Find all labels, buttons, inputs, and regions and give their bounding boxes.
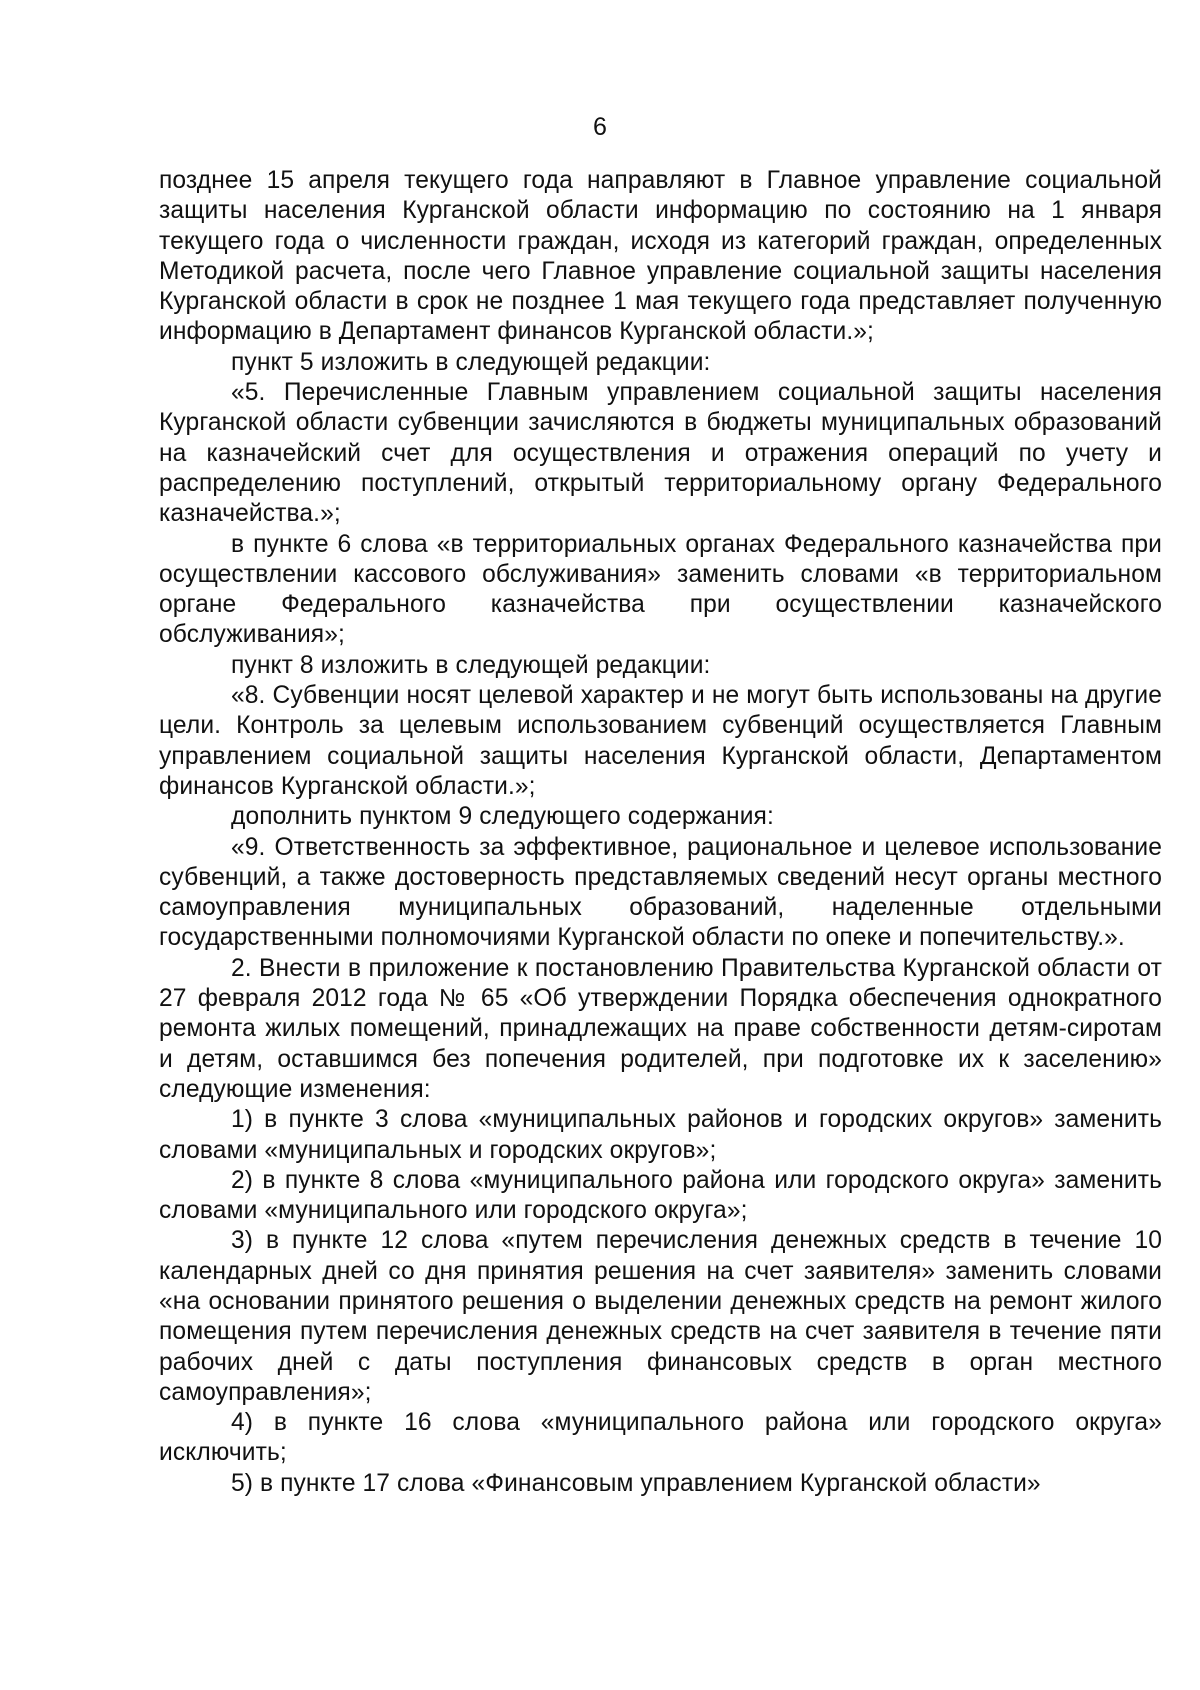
document-body <box>159 166 1162 1499</box>
paragraph-item6-amendment: в пункте 6 слова «в территориальных органах Федерального казначейства при осуществлении кассового обслуживания» заменить словами «в территориальном органе Федерального казначейства при осуществлении казначейского обслуживания»; <box>159 530 1162 649</box>
paragraph-item8-instruction: пункт 8 изложить в следующей редакции: <box>231 651 711 679</box>
paragraph-section2: 2. Внести в приложение к постановлению Правительства Курганской области от 27 февраля 2012 года № 65 «Об утверждении Порядка обеспечения однократного ремонта жилых помещений, принадлежащих на праве собственности детям-сиротам и детям, оставшимся без попечения родителей, при подготовке их к заселению» следующие изменения: <box>159 954 1162 1103</box>
paragraph-change-5: 5) в пункте 17 слова «Финансовым управлением Курганской области» <box>231 1469 1041 1497</box>
paragraph-continuation: позднее 15 апреля текущего года направляют в Главное управление социальной защиты населения Курганской области информацию по состоянию на 1 января текущего года о численности граждан, исходя из категорий граждан, определенных Методикой расчета, после чего Главное управление социальной защиты населения Курганской области в срок не позднее 1 мая текущего года представляет полученную информацию в Департамент финансов Курганской области.»; <box>159 167 1162 346</box>
paragraph-change-2: 2) в пункте 8 слова «муниципального района или городского округа» заменить словами «муниципального или городского округа»; <box>159 1166 1162 1225</box>
paragraph-item5-instruction: пункт 5 изложить в следующей редакции: <box>231 348 711 376</box>
paragraph-change-4: 4) в пункте 16 слова «муниципального района или городского округа» исключить; <box>159 1409 1162 1467</box>
paragraph-item9-instruction: дополнить пунктом 9 следующего содержания: <box>231 803 774 831</box>
paragraph-item9-text: «9. Ответственность за эффективное, рациональное и целевое использование субвенций, а также достоверность представляемых сведений несут органы местного самоуправления муниципальных образований, наделенные отдельными государственными полномочиями Курганской области по опеке и попечительству.». <box>159 833 1162 952</box>
page-number: 6 <box>593 113 607 141</box>
paragraph-change-3: 3) в пункте 12 слова «путем перечисления денежных средств в течение 10 календарных дней со дня принятия решения на счет заявителя» заменить словами «на основании принятого решения о выделении денежных средств на ремонт жилого помещения путем перечисления денежных средств на счет заявителя в течение пяти рабочих дней с даты поступления финансовых средств в орган местного самоуправления»; <box>159 1227 1162 1406</box>
paragraph-change-1: 1) в пункте 3 слова «муниципальных районов и городских округов» заменить словами «муниципальных и городских округов»; <box>159 1106 1162 1164</box>
paragraph-item5-text: «5. Перечисленные Главным управлением социальной защиты населения Курганской области субвенции зачисляются в бюджеты муниципальных образований на казначейский счет для осуществления и отражения операций по учету и распределению поступлений, открытый территориальному органу Федерального казначейства.»; <box>159 379 1162 528</box>
paragraph-item8-text: «8. Субвенции носят целевой характер и не могут быть использованы на другие цели. Контроль за целевым использованием субвенций осуществляется Главным управлением социальной защиты населения Курганской области, Департаментом финансов Курганской области.»; <box>159 682 1162 800</box>
